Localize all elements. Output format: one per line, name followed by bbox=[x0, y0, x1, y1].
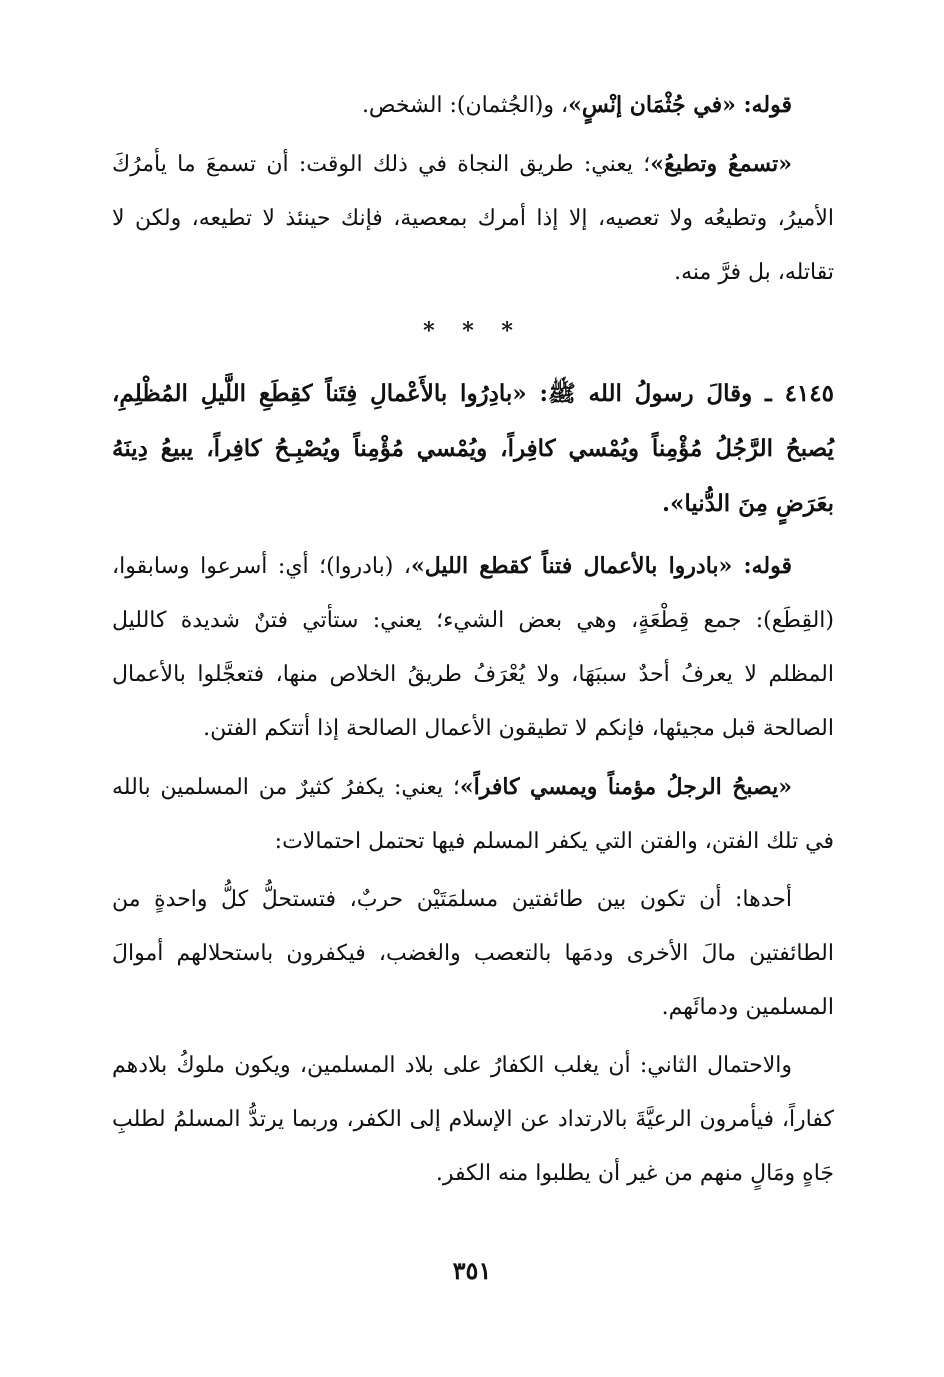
paragraph-hasten bbox=[112, 539, 834, 756]
hadith-number-intro: ٤١٤٥ ـ وقالَ رسولُ الله ﷺ: bbox=[539, 380, 834, 407]
paragraph-second-possibility: والاحتمال الثاني: أن يغلب الكفارُ على بلاد المسلمين، ويكون ملوكُ بلادهم كفاراً، فيأمرون الرعيَّةَ بالارتداد عن الإسلام إلى الكفر، وربما يرتدُّ المسلمُ لطلبِ جَاهٍ ومَالٍ منهم من غير أن يطلبوا منه الكفر. bbox=[112, 1053, 834, 1186]
paragraph-text: ؛ يعني: يكفرُ كثيرٌ من المسلمين بالله في تلك الفتن، والفتن التي يكفر المسلم فيها تحتمل احتمالات: bbox=[112, 775, 834, 854]
quote-bold: «يصبحُ الرجلُ مؤمناً ويمسي كافراً» bbox=[459, 774, 792, 800]
paragraph-morning-evening bbox=[112, 760, 834, 869]
hadith-body: «بادِرُوا بالأَعْمالِ فِتَناً كقِطَعِ اللَّيلِ المُظْلِمِ، يُصبحُ الرَّجُلُ مُؤْمِناً ويُمْسي كافِراً، ويُمْسي مُؤْمِناً ويُصْبِـحُ كافِراً، يبيعُ دِينَهُ بعَرَضٍ مِنَ الدُّنيا». bbox=[112, 380, 834, 517]
quote-bold: «تسمعُ وتطيعُ» bbox=[650, 151, 792, 177]
page-body bbox=[112, 78, 834, 1201]
section-separator: * * * bbox=[423, 318, 523, 344]
quote-bold: قوله: «في جُثْمَان إنْسٍ» bbox=[568, 92, 792, 118]
paragraph-jothman bbox=[112, 78, 834, 133]
paragraph-first-possibility: أحدها: أن تكون بين طائفتين مسلمَتَيْن حربٌ، فتستحلُّ كلُّ واحدةٍ من الطائفتين مالَ الأخرى ودمَها بالتعصب والغضب، فيكفرون باستحلالهم أموالَ المسلمين ودمائَهم. bbox=[112, 887, 834, 1020]
paragraph-text: ، و(الجُثمان): الشخص. bbox=[361, 93, 569, 118]
hadith-text bbox=[112, 366, 834, 531]
quote-bold: قوله: «بادروا بالأعمال فتناً كقطع الليل» bbox=[410, 553, 792, 579]
paragraph-obedience bbox=[112, 137, 834, 300]
paragraph-text: ، (بادروا)؛ أي: أسرعوا وسابقوا، (القِطَع): جمع قِطْعَةٍ، وهي بعض الشيء؛ يعني: ستأتي فتنٌ شديدة كالليل المظلم لا يعرفُ أحدٌ سببَهَا، ولا يُعْرَفُ طريقُ الخلاص منها، فتعجَّلوا بالأعمال الصالحة قبل مجيئها، فإنكم لا تطيقون الأعمال الصالحة إذا أتتكم الفتن. bbox=[112, 554, 834, 741]
page-number: ٣٥١ bbox=[452, 1256, 492, 1285]
paragraph-text: ؛ يعني: طريق النجاة في ذلك الوقت: أن تسمعَ ما يأمرُكَ الأميرُ، وتطيعُه ولا تعصيه، إلا إذا أمرك بمعصية، فإنك حينئذ لا تطيعه، ولكن لا تقاتله، بل فرَّ منه. bbox=[112, 152, 834, 285]
